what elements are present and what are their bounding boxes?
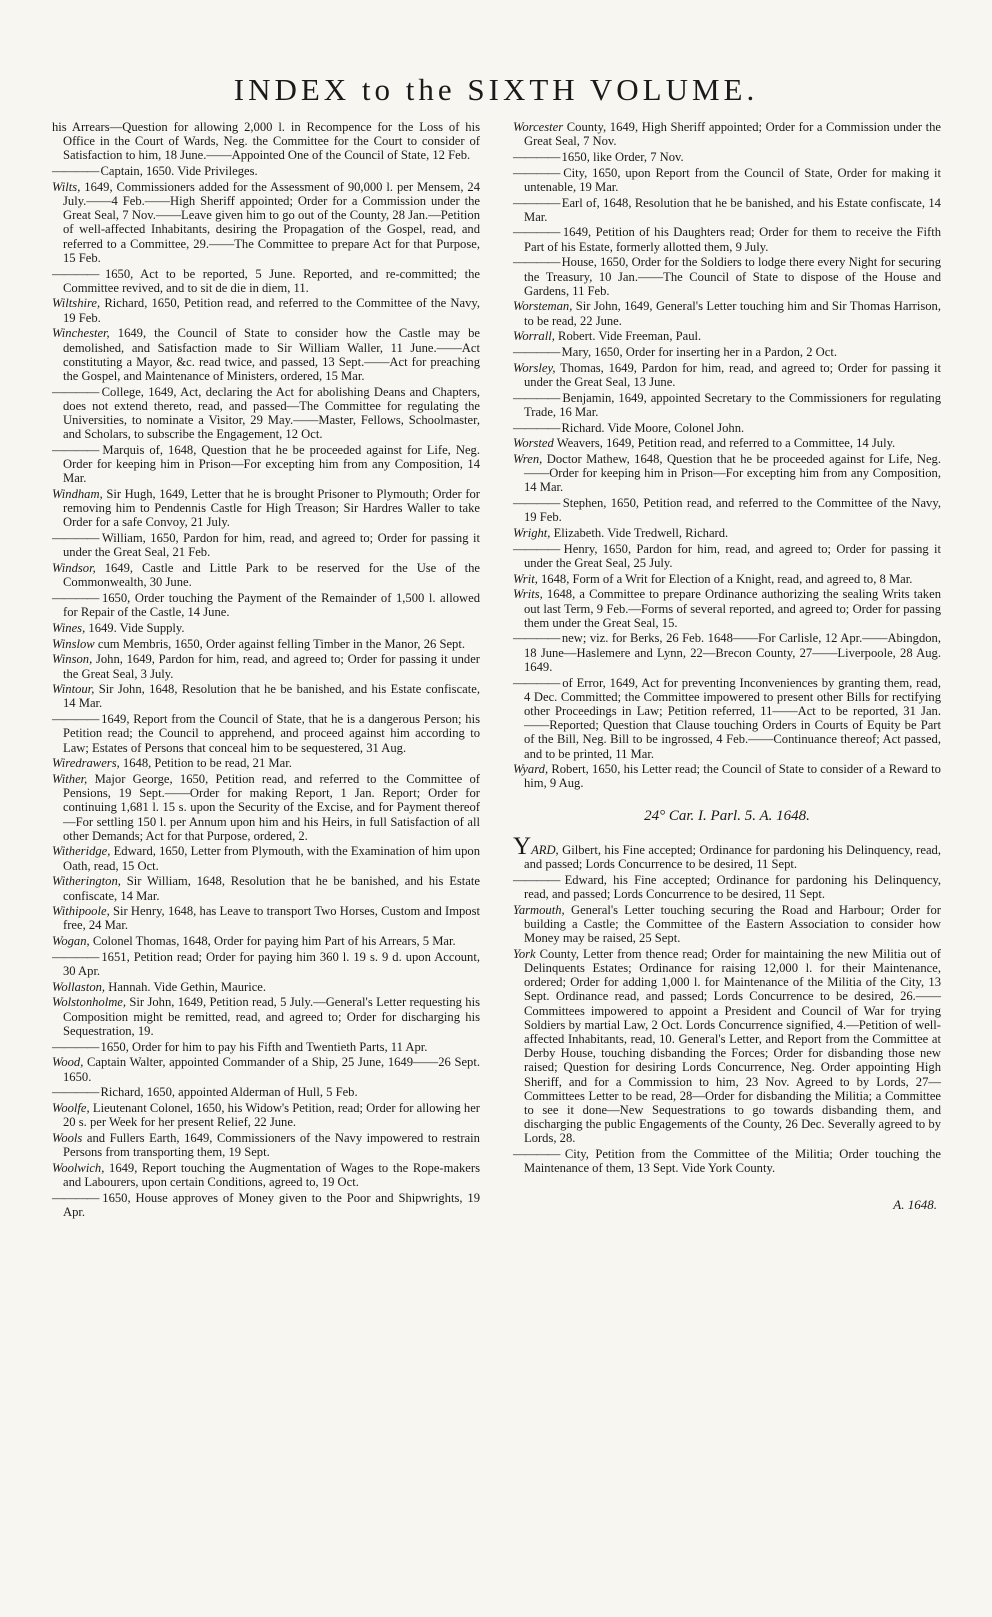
index-entry — [52, 180, 480, 265]
index-entry — [52, 637, 480, 651]
index-entry — [52, 904, 480, 932]
index-entry — [513, 150, 941, 164]
entry-text: Stephen, 1650, Petition read, and referred to the Committee of the Navy, 19 Feb. — [524, 496, 941, 525]
entry-text: 1651, Petition read; Order for paying him 360 l. 19 s. 9 d. upon Account, 30 Apr. — [63, 949, 481, 979]
entry-headword: Winslow — [52, 636, 95, 651]
index-entry — [513, 947, 941, 1146]
index-entry — [513, 873, 941, 901]
entry-text: 1650, like Order, 7 Nov. — [561, 149, 684, 164]
entry-text: College, 1649, Act, declaring the Act for abolishing Deans and Chapters, does not extend thereto, read, and passed—The Committee for regulating the Universities, to nominate a Visitor, 29 May.——Master, Fellows, Schoolmaster, and Scholars, to subscribe the Engagement, 12 Oct. — [63, 384, 480, 442]
index-entry — [52, 531, 480, 559]
index-entry — [513, 299, 941, 327]
entry-text: 1650, Order touching the Payment of the Remainder of 1,500 l. allowed for Repair of the Castle, 14 June. — [63, 591, 480, 620]
index-entry — [513, 631, 941, 674]
index-entry — [52, 1191, 480, 1219]
index-entry — [52, 1085, 480, 1099]
ditto-dash: ———— — [513, 496, 563, 511]
entry-headword: Wintour, — [52, 682, 95, 697]
entry-headword: Writs, — [513, 587, 543, 602]
entry-headword: Writ, — [513, 571, 538, 586]
index-entry — [52, 1161, 480, 1189]
index-entry — [513, 436, 941, 450]
entry-text: Elizabeth. Vide Tredwell, Richard. — [553, 525, 729, 540]
entry-text: House, 1650, Order for the Soldiers to lodge there every Night for securing the Treasury, 10 Jan.——The Council of State to dispose of the House and Gardens, 11 Feb. — [524, 255, 941, 298]
index-entry — [52, 296, 480, 324]
entry-text: Richard. Vide Moore, Colonel John. — [561, 420, 745, 435]
index-entry — [52, 995, 480, 1038]
entry-text: Robert. Vide Freeman, Paul. — [558, 329, 702, 344]
entry-headword: Witherington, — [52, 874, 121, 889]
entry-text: Weavers, 1649, Petition read, and referred to a Committee, 14 July. — [556, 436, 896, 451]
entry-text: Captain, 1650. Vide Privileges. — [100, 164, 258, 179]
index-entry — [513, 452, 941, 495]
entry-text: General's Letter touching securing the Road and Harbour; Order for building a Castle; the Committee of the Eastern Association to consider how Money may be raised, 25 Sept. — [524, 902, 941, 946]
index-entry — [513, 572, 941, 586]
entry-text: 1650, Act to be reported, 5 June. Reported, and re-committed; the Committee revived, and to sit de die in diem, 11. — [63, 266, 480, 295]
entry-text: County, 1649, High Sheriff appointed; Order for a Commission under the Great Seal, 7 Nov. — [524, 120, 941, 149]
entry-headword: Woolwich, — [52, 1160, 105, 1175]
catchword: A. 1648. — [893, 1196, 937, 1212]
ditto-dash: ———— — [52, 531, 102, 546]
index-entry — [513, 120, 941, 148]
index-entry — [52, 591, 480, 619]
ditto-dash: ———— — [52, 1039, 101, 1054]
entry-headword: ARD, — [531, 842, 559, 857]
index-entry — [513, 391, 941, 419]
entry-text: Sir John, 1649, Petition read, 5 July.—General's Letter requesting his Composition might be remitted, read, and agreed to; Order for discharging his Sequestration, 19. — [63, 995, 480, 1038]
entry-headword: Wolstonholme, — [52, 995, 127, 1010]
entry-text: Doctor Mathew, 1648, Question that he be proceeded against for Life, Neg.——Order for keeping him in Prison—For excepting him from any Composition, 14 Mar. — [524, 451, 941, 495]
ditto-dash: ———— — [513, 149, 562, 164]
entry-headword: Woolfe, — [52, 1100, 90, 1115]
entry-text: Richard, 1650, Petition read, and referred to the Committee of the Navy, 19 Feb. — [63, 296, 480, 325]
index-entry — [513, 903, 941, 946]
ditto-dash: ———— — [52, 949, 102, 964]
entry-headword: Winchester, — [52, 326, 110, 341]
index-entry — [52, 1055, 480, 1083]
right-column — [513, 120, 941, 1212]
entry-text: 1648, Form of a Writ for Election of a Knight, read, and agreed to, 8 Mar. — [541, 571, 913, 586]
entry-headword: Wollaston, — [52, 979, 106, 994]
index-entry — [513, 225, 941, 253]
index-entry — [52, 756, 480, 770]
entry-headword: Wogan, — [52, 934, 90, 949]
entry-headword: Wither, — [52, 771, 88, 786]
ditto-dash: ———— — [513, 541, 564, 556]
entry-text: Colonel Thomas, 1648, Order for paying him Part of his Arrears, 5 Mar. — [92, 934, 456, 949]
index-entry — [513, 196, 941, 224]
entry-headword: Worcester — [513, 120, 564, 134]
entry-headword: Wiredrawers, — [52, 756, 120, 771]
index-entry — [513, 361, 941, 389]
entry-text: 1649, Report touching the Augmentation of Wages to the Rope-makers and Labourers, upon certain Conditions, agreed to, 19 Oct. — [63, 1160, 480, 1189]
entry-text: Hannah. Vide Gethin, Maurice. — [108, 979, 267, 994]
ditto-dash: ———— — [513, 420, 562, 435]
index-entry — [52, 844, 480, 872]
entry-headword: Yarmouth, — [513, 902, 565, 917]
entry-text: 1650, Order for him to pay his Fifth and Twentieth Parts, 11 Apr. — [100, 1039, 428, 1054]
index-entry — [513, 255, 941, 298]
entry-text: Robert, 1650, his Letter read; the Council of State to consider of a Reward to him, 9 Aug. — [524, 762, 941, 791]
index-entry — [513, 676, 941, 761]
index-entry — [52, 874, 480, 902]
index-entry — [513, 496, 941, 524]
index-entry — [513, 526, 941, 540]
ditto-dash: ———— — [513, 631, 562, 646]
entry-headword: Withipoole, — [52, 904, 110, 919]
entry-text: Richard, 1650, appointed Alderman of Hull, 5 Feb. — [100, 1085, 358, 1100]
entry-text: 1649, Castle and Little Park to be reserved for the Use of the Commonwealth, 30 June. — [63, 561, 480, 590]
ditto-dash: ———— — [513, 872, 565, 887]
entry-text: Lieutenant Colonel, 1650, his Widow's Petition, read; Order for allowing her 20 s. per Week for her present Relief, 22 June. — [63, 1100, 480, 1130]
ditto-dash: ———— — [52, 384, 102, 399]
ditto-dash: ———— — [52, 591, 102, 605]
ditto-dash: ———— — [513, 1147, 565, 1162]
entry-headword: Wyard, — [513, 762, 549, 777]
index-entry — [52, 267, 480, 295]
index-entry — [52, 652, 480, 680]
entry-headword: Wood, — [52, 1055, 84, 1070]
index-entry — [52, 164, 480, 178]
entry-text: of Error, 1649, Act for preventing Inconveniences by granting them, read, 4 Dec. Committed; the Committee impowered to present other Bills for rectifying other Proceedings in Law; Petition referred, 11——Act to be reported, 31 Jan.——Reported; Question that Clause touching Orders in Courts of Equity be Part of the Bill, Neg. Bill to be ingrossed, 4 Feb.——Continuance thereof; Act passed, and to be printed, 11 Mar. — [524, 675, 941, 761]
page-title: INDEX to the SIXTH VOLUME. — [233, 72, 759, 107]
entry-headword: Worsteman, — [513, 299, 573, 314]
entry-text: 1650, House approves of Money given to the Poor and Shipwrights, 19 Apr. — [63, 1190, 480, 1219]
entry-text: Thomas, 1649, Pardon for him, read, and agreed to; Order for passing it under the Great Seal, 13 June. — [524, 360, 941, 389]
index-entry — [52, 682, 480, 710]
index-entry — [513, 329, 941, 343]
index-entry — [52, 772, 480, 843]
entry-text: Sir Henry, 1648, has Leave to transport Two Horses, Custom and Impost free, 24 Mar. — [63, 904, 480, 933]
entry-text: and Fullers Earth, 1649, Commissioners of the Navy impowered to restrain Persons from transporting them, 19 Sept. — [63, 1130, 480, 1160]
ditto-dash: ———— — [513, 195, 562, 210]
index-entry — [52, 1040, 480, 1054]
entry-headword: Windham, — [52, 487, 103, 502]
entry-text: 1649, Commissioners added for the Assessment of 90,000 l. per Mensem, 24 July.——4 Feb.——High Sheriff appointed; Order for a Commission under the Great Seal, 7 Nov.——Leave given him to go out of the County, 28 Jan.—Petition of well-affected Inhabitants, desiring the Propagation of the Gospel, read, and referred to a Committee, 29.——The Committee to prepare Act for that Purpose, 15 Feb. — [63, 179, 480, 265]
entry-text: Sir John, 1648, Resolution that he be banished, and his Estate confiscate, 14 Mar. — [63, 682, 480, 711]
entry-text: Earl of, 1648, Resolution that he be banished, and his Estate confiscate, 14 Mar. — [524, 195, 941, 224]
entry-text: Benjamin, 1649, appointed Secretary to the Commissioners for regulating Trade, 16 Mar. — [524, 390, 941, 419]
entry-headword: Wiltshire, — [52, 296, 101, 311]
entry-text: Gilbert, his Fine accepted; Ordinance for pardoning his Delinquency, read, and passed; Lords Concurrence to be desired, 11 Sept. — [524, 842, 941, 872]
entry-text: Edward, 1650, Letter from Plymouth, with the Examination of him upon Oath, read, 15 Oct. — [63, 844, 480, 873]
entry-headword: Wren, — [513, 451, 543, 466]
entry-text: 1649, the Council of State to consider how the Castle may be demolished, and Satisfaction made to Sir William Waller, 11 June.——Act constituting a Mayor, &c. read twice, and passed, 13 Sept.——Act for preaching the Gospel, and Maintenance of Ministers, ordered, 15 Mar. — [63, 326, 480, 383]
ditto-dash: ———— — [513, 390, 563, 405]
index-entry — [52, 443, 480, 486]
entry-text: 1649, Petition of his Daughters read; Order for them to receive the Fifth Part of his Estate, formerly allotted them, 9 July. — [524, 225, 941, 254]
entry-headword: Wilts, — [52, 179, 81, 194]
entry-text: Major George, 1650, Petition read, and referred to the Committee of Pensions, 19 Sept.——Order for making Report, 1 Jan. Report; Order for continuing 1,681 l. 15 s. upon the Security of the Excise, and for Payment thereof—For settling 150 l. per Annum upon him and his Heirs, in full Satisfaction of all other Demands; Act for that Purpose, ordered, 2. — [63, 771, 480, 843]
entry-text: William, 1650, Pardon for him, read, and agreed to; Order for passing it under the Great Seal, 21 Feb. — [63, 531, 480, 560]
entry-headword: Worrall, — [513, 329, 555, 344]
index-entry — [513, 832, 941, 872]
left-column — [52, 120, 480, 1221]
index-entry — [52, 487, 480, 530]
entry-text: Captain Walter, appointed Commander of a Ship, 25 June, 1649——26 Sept. 1650. — [63, 1055, 480, 1084]
entry-text: City, Petition from the Committee of the Militia; Order touching the Maintenance of them, 13 Sept. Vide York County. — [524, 1147, 941, 1176]
ditto-dash: ———— — [52, 1190, 103, 1205]
entry-headword: Winson, — [52, 652, 93, 667]
entry-headword: Witheridge, — [52, 844, 111, 859]
index-entry — [52, 1101, 480, 1129]
entry-text: 1648, Petition to be read, 21 Mar. — [122, 756, 292, 771]
ditto-dash: ———— — [52, 266, 105, 281]
entry-headword: Wright, — [513, 525, 551, 540]
index-entry — [513, 345, 941, 359]
index-entry — [513, 421, 941, 435]
entry-text: Marquis of, 1648, Question that he be proceeded against for Life, Neg. Order for keeping him in Prison—For excepting him from any Composition, 14 Mar. — [63, 442, 480, 486]
entry-headword: Worsley, — [513, 360, 556, 375]
ditto-dash: ———— — [513, 165, 564, 180]
ditto-dash: ———— — [52, 164, 101, 179]
ditto-dash: ———— — [513, 255, 562, 270]
drop-cap: Y — [513, 832, 532, 860]
index-entry — [52, 621, 480, 635]
entry-text: John, 1649, Pardon for him, read, and agreed to; Order for passing it under the Great Seal, 3 July. — [63, 652, 480, 681]
entry-text: Sir William, 1648, Resolution that he be banished, and his Estate confiscate, 14 Mar. — [63, 874, 480, 903]
entry-text: Sir John, 1649, General's Letter touching him and Sir Thomas Harrison, to be read, 22 June. — [524, 299, 941, 328]
ditto-dash: ———— — [52, 442, 103, 457]
ditto-dash: ———— — [513, 225, 563, 240]
entry-headword: Worsted — [513, 436, 554, 451]
ditto-dash: ———— — [513, 675, 563, 690]
entry-text: new; viz. for Berks, 26 Feb. 1648——For Carlisle, 12 Apr.——Abingdon, 18 June—Haslemere and Lynn, 22—Brecon County, 27——Liverpoole, 28 Aug. 1649. — [524, 631, 941, 674]
entry-text: Mary, 1650, Order for inserting her in a Pardon, 2 Oct. — [561, 345, 838, 360]
index-entry — [52, 385, 480, 442]
entry-text: 1649. Vide Supply. — [88, 620, 185, 635]
section-heading: 24° Car. I. Parl. 5. A. 1648. — [644, 807, 810, 824]
entry-text: County, Letter from thence read; Order for maintaining the new Militia out of Delinquents Estates; Ordinance for raising 12,000 l. for their Maintenance, ordered; Order for adding 1,000 l. for Maintenance of the Militia of the City, 13 Sept. Ordinance read, and passed; Lords Concurrence to be desired, 26.——Committees impowered to appoint a President and Council of War for trying Soldiers by martial Law, 2 Oct. Lords Concurrence signified, 4.—Petition of well-affected Inhabitants, read, 10. General's Letter, and Report from the Committee at Derby House, touching disbanding the Forces; Order for disbanding those new raised; Question for desiring Lords Concurrence, Neg. Order appointing High Sheriff, and for a Commission to him, 23 Nov. Agreed to by Lords, 27—Committees Letter to be read, 28—Order for disbanding the Militia; a Committee to see it done—New Sequestrations to go towards disbanding them, and discharging the public Engagements of the County, 26 Dec. Severally agreed to by Lords, 28. — [524, 946, 941, 1146]
entry-headword: Wools — [52, 1130, 83, 1145]
index-entry — [513, 762, 941, 790]
entry-headword: Windsor, — [52, 561, 96, 576]
ditto-dash: ———— — [513, 345, 562, 360]
index-entry — [52, 326, 480, 383]
entry-text: 1648, a Committee to prepare Ordinance authorizing the sealing Writs taken out last Term, 9 Feb.—Forms of several reported, and agreed to; Order for passing them under the Great Seal, 15. — [524, 587, 941, 630]
entry-text: Sir Hugh, 1649, Letter that he is brought Prisoner to Plymouth; Order for removing him to Pendennis Castle for High Treason; Sir Hardres Waller to take Order for a safe Convoy, 21 July. — [63, 487, 481, 530]
index-entry — [52, 934, 480, 948]
entry-text: City, 1650, upon Report from the Council of State, Order for making it untenable, 19 Mar. — [524, 165, 942, 194]
ditto-dash: ———— — [52, 1085, 101, 1100]
index-entry — [52, 950, 480, 978]
entry-headword: Wines, — [52, 620, 86, 635]
index-entry — [52, 980, 480, 994]
index-entry — [513, 166, 941, 194]
index-entry — [52, 561, 480, 589]
entry-text: Henry, 1650, Pardon for him, read, and agreed to; Order for passing it under the Great Seal, 25 July. — [524, 541, 941, 570]
ditto-dash: ———— — [52, 712, 102, 727]
index-entry — [513, 542, 941, 570]
entry-text: his Arrears—Question for allowing 2,000 l. in Recompence for the Loss of his Office in the Court of Wards, Neg. the Committee for the Court to consider of Satisfaction to him, 18 June.——Appointed One of the Council of State, 12 Feb. — [52, 120, 480, 163]
index-entry — [52, 712, 480, 755]
entry-text: cum Membris, 1650, Order against felling Timber in the Manor, 26 Sept. — [97, 636, 465, 651]
entry-headword: York — [513, 946, 536, 961]
index-entry — [513, 1147, 941, 1175]
index-entry — [52, 1131, 480, 1159]
index-entry — [513, 587, 941, 630]
index-entry — [52, 120, 480, 163]
entry-text: 1649, Report from the Council of State, that he is a dangerous Person; his Petition read; the Council to apprehend, and proceed against him according to Law; Estates of Persons that conceal him to be sequestered, 31 Aug. — [63, 712, 480, 755]
entry-text: Edward, his Fine accepted; Ordinance for pardoning his Delinquency, read, and passed; Lords Concurrence to be desired, 11 Sept. — [524, 872, 941, 901]
